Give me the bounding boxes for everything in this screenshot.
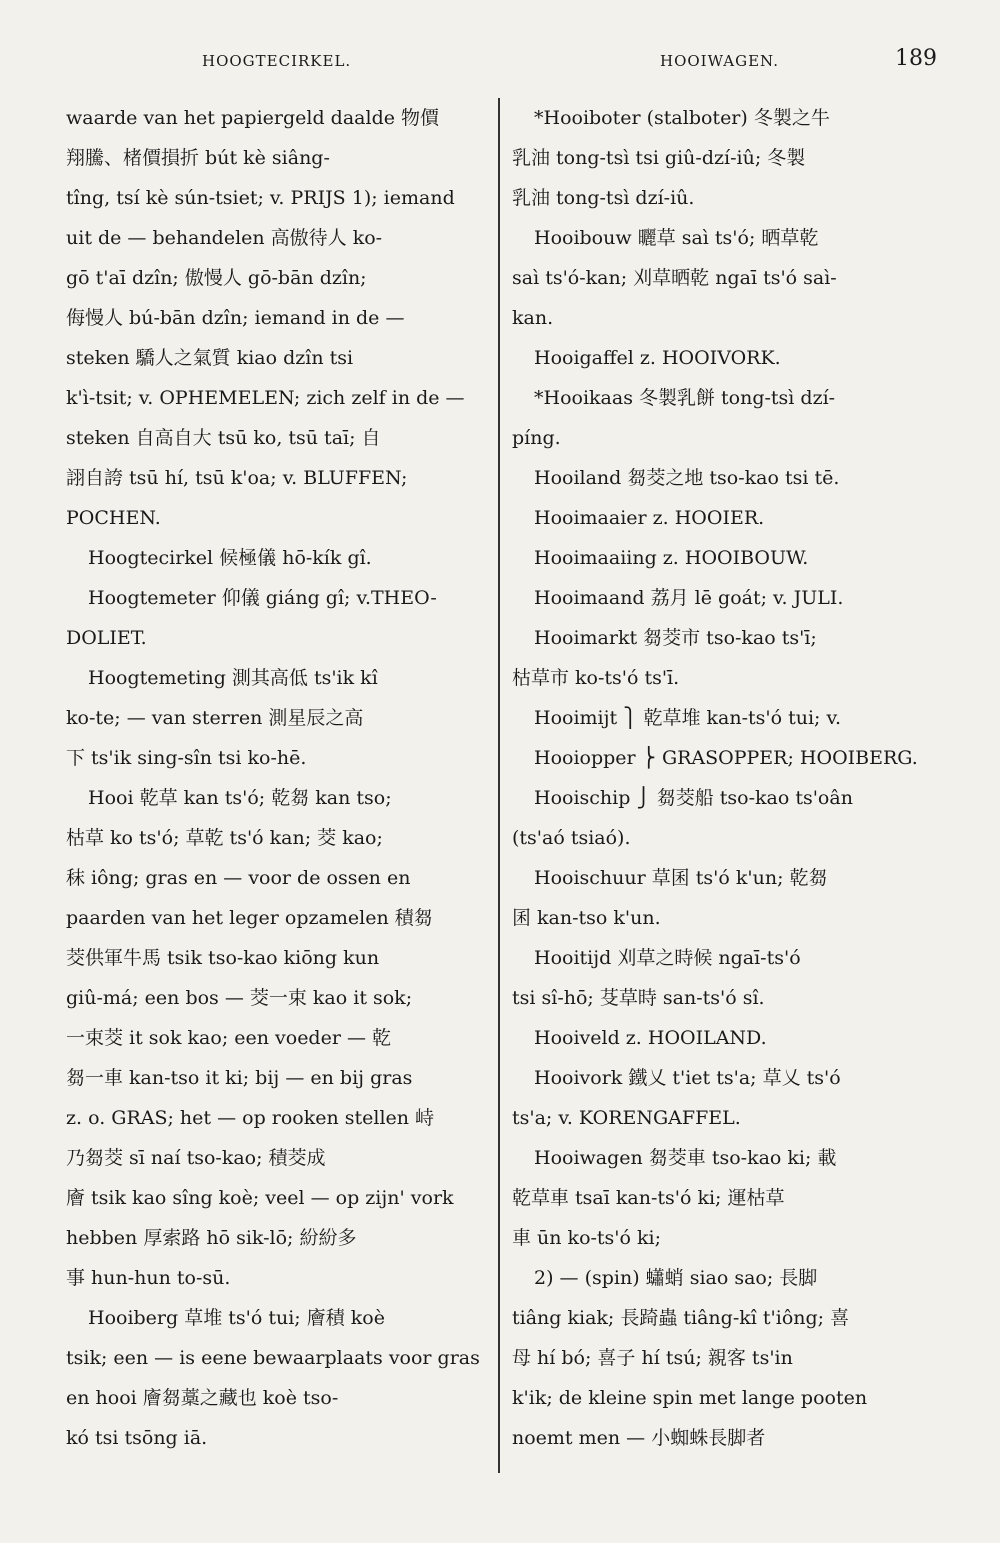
text-line: 侮慢人 bú-bān dzîn; iemand in de — xyxy=(66,307,405,329)
text-line: steken 驕人之氣質 kiao dzîn tsi xyxy=(66,347,354,369)
text-line: k'ì-tsit; v. OPHEMELEN; zich zelf in de — xyxy=(66,387,465,409)
right-column xyxy=(512,98,927,1458)
text-line: 茭供軍牛馬 tsik tso-kao kiōng kun xyxy=(66,947,380,969)
text-line: 乳油 tong-tsì dzí-iû. xyxy=(512,187,695,209)
text-line: hebben 厚索路 hō sik-lō; 紛紛多 xyxy=(66,1227,357,1249)
entry-headword-line: Hooimaaiing z. HOOIBOUW. xyxy=(534,547,809,569)
entry-headword-line: Hooischuur 草囷 ts'ó k'un; 乾芻 xyxy=(534,867,828,889)
text-line: 芻一車 kan-tso it ki; bij — en bij gras xyxy=(66,1067,413,1089)
text-line: 詡自誇 tsū hí, tsū k'oa; v. BLUFFEN; xyxy=(66,467,408,489)
text-line: 秣 iông; gras en — voor de ossen en xyxy=(66,867,411,889)
entry-headword-line: Hooi 乾草 kan ts'ó; 乾芻 kan tso; xyxy=(88,787,392,809)
text-line: k'ik; de kleine spin met lange pooten xyxy=(512,1387,868,1409)
text-line: tiâng kiak; 長踦蟲 tiâng-kî t'iông; 喜 xyxy=(512,1307,850,1329)
entry-headword-line: Hooibouw 曬草 saì ts'ó; 晒草乾 xyxy=(534,227,819,249)
text-line: (ts'aó tsiaó). xyxy=(512,827,631,849)
text-line: waarde van het papiergeld daalde 物價 xyxy=(66,107,440,129)
text-line: 車 ūn ko-ts'ó ki; xyxy=(512,1227,662,1249)
left-column xyxy=(66,98,481,1458)
text-line: píng. xyxy=(512,427,561,449)
text-line: 乃芻茭 sī naí tso-kao; 積茭成 xyxy=(66,1147,326,1169)
page-number: 189 xyxy=(895,46,937,71)
running-head-right: HOOIWAGEN. xyxy=(660,52,779,70)
text-line: 母 hí bó; 喜子 hí tsú; 親客 ts'in xyxy=(512,1347,793,1369)
text-line: 翔騰、楮價損折 bút kè siâng- xyxy=(66,147,330,169)
entry-headword-line: Hoogtemeting 測其高低 ts'ik kî xyxy=(88,667,378,689)
text-line: 乳油 tong-tsì tsi giû-dzí-iû; 冬製 xyxy=(512,147,806,169)
entry-headword-line: *Hooikaas 冬製乳餅 tong-tsì dzí- xyxy=(534,387,836,409)
text-line: z. o. GRAS; het — op rooken stellen 峙 xyxy=(66,1107,435,1129)
text-line: POCHEN. xyxy=(66,507,161,529)
text-line: kó tsi tsōng iā. xyxy=(66,1427,208,1449)
entry-headword-line: *Hooiboter (stalboter) 冬製之牛 xyxy=(534,107,830,129)
text-line: tîng, tsí kè sún-tsiet; v. PRIJS 1); iemand xyxy=(66,187,455,209)
running-head-left: HOOGTECIRKEL. xyxy=(202,52,352,70)
text-line: paarden van het leger opzamelen 積芻 xyxy=(66,907,433,929)
text-line: 囷 kan-tso k'un. xyxy=(512,907,661,929)
text-line: kan. xyxy=(512,307,554,329)
text-line: noemt men — 小蜘蛛長脚者 xyxy=(512,1427,766,1449)
text-line: ko-te; — van sterren 測星辰之高 xyxy=(66,707,364,729)
text-line: tsik; een — is eene bewaarplaats voor gras xyxy=(66,1347,480,1369)
entry-headword-line: Hooiland 芻茭之地 tso-kao tsi tē. xyxy=(534,467,840,489)
text-line: ts'a; v. KORENGAFFEL. xyxy=(512,1107,741,1129)
text-line: steken 自高自大 tsū ko, tsū taī; 自 xyxy=(66,427,381,449)
text-line: 枯草市 ko-ts'ó ts'ī. xyxy=(512,667,680,689)
entry-headword-line: Hooiopper ⎬ GRASOPPER; HOOIBERG. xyxy=(534,747,918,769)
text-line: 枯草 ko ts'ó; 草乾 ts'ó kan; 茭 kao; xyxy=(66,827,383,849)
text-line: 事 hun-hun to-sū. xyxy=(66,1267,231,1289)
entry-headword-line: Hoogtemeter 仰儀 giáng gî; v.THEO- xyxy=(88,587,437,609)
entry-headword-line: Hooimijt ⎫ 乾草堆 kan-ts'ó tui; v. xyxy=(534,707,842,729)
text-line: 乾草車 tsaī kan-ts'ó ki; 運枯草 xyxy=(512,1187,785,1209)
entry-headword-line: Hooitijd 刈草之時候 ngaī-ts'ó xyxy=(534,947,801,969)
entry-headword-line: Hooimaaier z. HOOIER. xyxy=(534,507,765,529)
entry-headword-line: 2) — (spin) 蠨蛸 siao sao; 長脚 xyxy=(534,1267,818,1289)
entry-headword-line: Hooiwagen 芻茭車 tso-kao ki; 載 xyxy=(534,1147,837,1169)
text-line: gō t'aī dzîn; 傲慢人 gō-bān dzîn; xyxy=(66,267,367,289)
text-line: 一束茭 it sok kao; een voeder — 乾 xyxy=(66,1027,392,1049)
text-line: DOLIET. xyxy=(66,627,147,649)
entry-headword-line: Hooiveld z. HOOILAND. xyxy=(534,1027,767,1049)
entry-headword-line: Hooimarkt 芻茭市 tso-kao ts'ī; xyxy=(534,627,817,649)
entry-headword-line: Hooiberg 草堆 ts'ó tui; 廥積 koè xyxy=(88,1307,385,1329)
text-line: 下 ts'ik sing-sîn tsi ko-hē. xyxy=(66,747,307,769)
text-line: saì ts'ó-kan; 刈草晒乾 ngaī ts'ó saì- xyxy=(512,267,837,289)
text-line: en hooi 廥芻藁之藏也 koè tso- xyxy=(66,1387,339,1409)
column-divider xyxy=(498,98,500,1473)
entry-headword-line: Hooimaand 荔月 lē goát; v. JULI. xyxy=(534,587,844,609)
entry-headword-line: Hooivork 鐵乂 t'iet ts'a; 草乂 ts'ó xyxy=(534,1067,841,1089)
text-line: tsi sî-hō; 芟草時 san-ts'ó sî. xyxy=(512,987,765,1009)
entry-headword-line: Hooischip ⎭ 芻茭船 tso-kao ts'oân xyxy=(534,787,853,809)
entry-headword-line: Hoogtecirkel 候極儀 hō-kík gî. xyxy=(88,547,372,569)
entry-headword-line: Hooigaffel z. HOOIVORK. xyxy=(534,347,781,369)
text-line: uit de — behandelen 高傲待人 ko- xyxy=(66,227,383,249)
text-line: 廥 tsik kao sîng koè; veel — op zijn' vork xyxy=(66,1187,454,1209)
text-line: giû-má; een bos — 茭一束 kao it sok; xyxy=(66,987,413,1009)
